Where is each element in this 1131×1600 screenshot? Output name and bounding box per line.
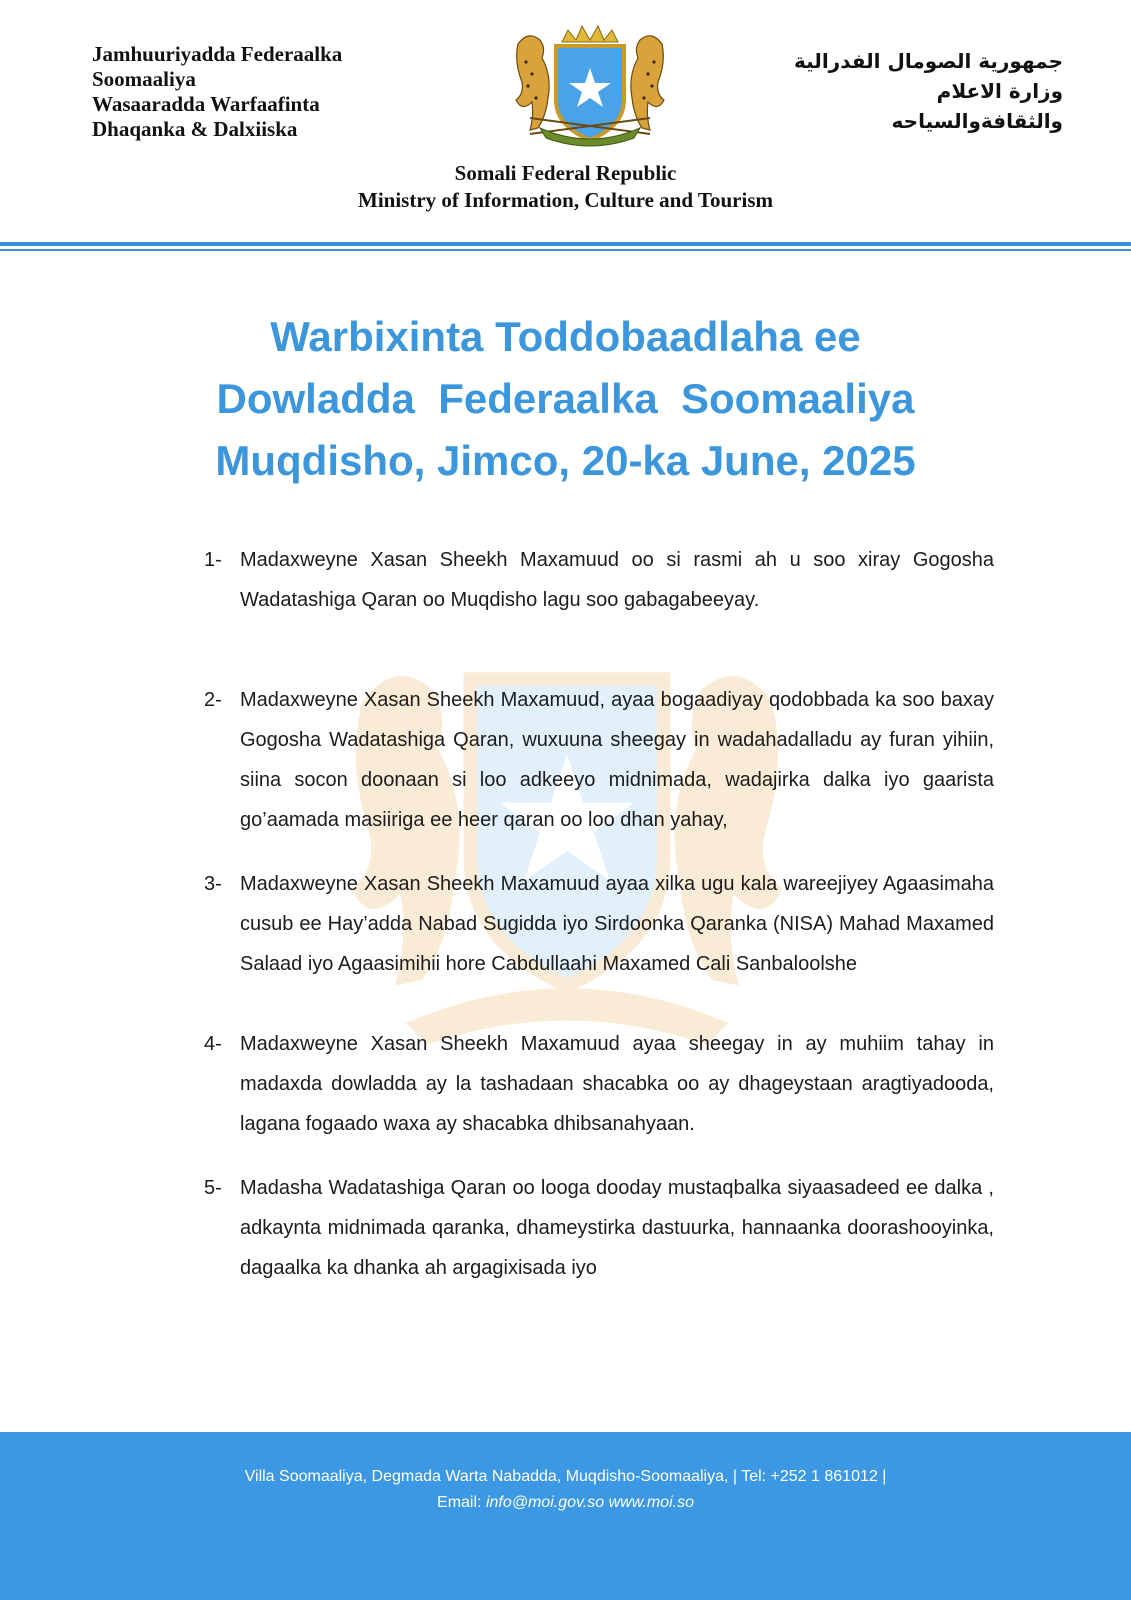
item-number: 1- (204, 549, 222, 571)
item-number: 2- (204, 689, 222, 711)
header-arabic-name (743, 46, 1063, 136)
item-text: Madaxweyne Xasan Sheekh Maxamuud, ayaa bogaadiyay qodobbada ka soo baxay Gogosha Wadatashiga Qaran, wuxuuna sheegay in wadahadalladu ay furan yihiin, siina socon doonaan si loo adkeeyo midnimada, wadajirka dalka iyo gaarista go’aamada masiiriga ee heer qaran oo loo dhan yahay, (240, 689, 994, 831)
header-left-line-3: Wasaaradda Warfaafinta (92, 92, 320, 116)
list-item (204, 864, 994, 984)
list-item (204, 1024, 994, 1144)
item-text: Madaxweyne Xasan Sheekh Maxamuud ayaa xilka ugu kala wareejiyey Agaasimaha cusub ee Hay’adda Nabad Sugidda iyo Sirdoonka Qaranka (NISA) Mahad Maxamed Salaad iyo Agaasimihii hore Cabdullaahi Maxamed Cali Sanbaloolshe (240, 873, 994, 975)
header-right-line-2: وزارة الاعلام (936, 79, 1063, 103)
header-right-line-1: جمهورية الصومال الفدرالية (794, 49, 1063, 73)
footer-contact (0, 1490, 1131, 1516)
header-divider-thin (0, 249, 1131, 251)
news-items-list (204, 540, 994, 1288)
header-english-name (0, 160, 1131, 214)
footer-bar (0, 1432, 1131, 1600)
title-line-1: Warbixinta Toddobaadlaha ee (270, 313, 861, 360)
list-item (204, 1168, 994, 1288)
footer-email-label: Email: (437, 1494, 482, 1511)
footer-website-link[interactable]: www.moi.so (608, 1494, 694, 1511)
list-item (204, 680, 994, 840)
header-somali-name (92, 42, 342, 142)
item-text: Madasha Wadatashiga Qaran oo looga dooday mustaqbalka siyaasadeed ee dalka , adkaynta midnimada qaranka, dhameystirka dastuurka, hannaanka doorashooyinka, dagaalka ka dhanka ah argagixisada iyo (240, 1177, 994, 1279)
header-left-line-4: Dhaqanka & Dalxiiska (92, 117, 298, 141)
item-number: 3- (204, 873, 222, 895)
header-center-line-2: Ministry of Information, Culture and Tourism (358, 188, 773, 212)
item-text: Madaxweyne Xasan Sheekh Maxamuud ayaa sheegay in ay muhiim tahay in madaxda dowladda ay la tashadaan shacabka oo ay dhageystaan aragtiyadooda, lagana fogaado waxa ay shacabka dhibsanahyaan. (240, 1033, 994, 1135)
item-number: 4- (204, 1033, 222, 1055)
footer-address: Villa Soomaaliya, Degmada Warta Nabadda, Muqdisho-Soomaaliya, | Tel: +252 1 861012 | (244, 1468, 887, 1485)
header-divider (0, 242, 1131, 246)
item-number: 5- (204, 1177, 222, 1199)
title-line-2: Dowladda Federaalka Soomaaliya (216, 375, 915, 422)
item-text: Madaxweyne Xasan Sheekh Maxamuud oo si rasmi ah u soo xiray Gogosha Wadatashiga Qaran oo Muqdisho lagu soo gabagabeeyay. (240, 549, 994, 611)
title-line-3: Muqdisho, Jimco, 20-ka June, 2025 (215, 437, 916, 484)
header-center-line-1: Somali Federal Republic (454, 161, 677, 185)
header-left-line-1: Jamhuuriyadda Federaalka (92, 42, 343, 66)
footer-email-link[interactable]: info@moi.gov.so (485, 1494, 605, 1511)
document-title (0, 306, 1131, 492)
coat-of-arms-icon (500, 22, 680, 150)
list-item (204, 540, 994, 620)
header-left-line-2: Soomaaliya (92, 67, 196, 91)
header-right-line-3: والثقافةوالسياحه (891, 109, 1063, 133)
